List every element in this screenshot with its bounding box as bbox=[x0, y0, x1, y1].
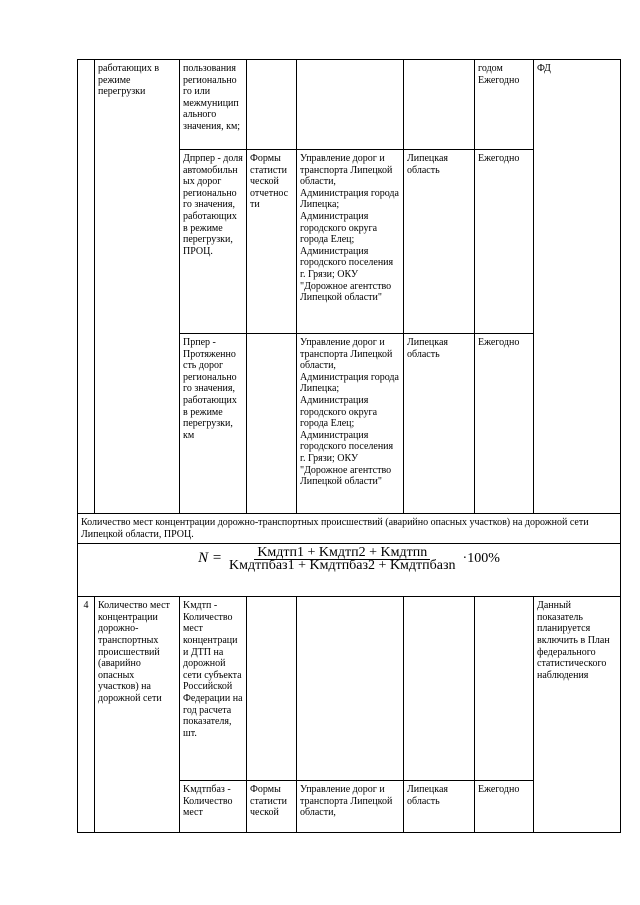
parameter-cell: Дпрпер - доля автомобильн ых дорог регионально го значения, работающих в режиме перегрузки, ПРОЦ. bbox=[180, 150, 247, 334]
territory-cell: Липецкая область bbox=[404, 150, 475, 334]
responsible-cell bbox=[297, 60, 404, 150]
responsible-cell: Управление дорог и транспорта Липецкой области, Администрация города Липецка; Администрация городского округа города Елец; Администрация городского поселения г. Грязи; ОКУ "Дорожное агентство Липецкой области" bbox=[297, 150, 404, 334]
territory-cell bbox=[404, 60, 475, 150]
source-cell: Формы статисти ческой отчетнос ти bbox=[247, 150, 297, 334]
formula-denominator: Kмдтпбаз1 + Kмдтпбаз2 + Kмдтпбазn bbox=[229, 557, 456, 573]
table-row bbox=[78, 514, 621, 544]
formula-rhs: ·100% bbox=[462, 551, 500, 567]
note-cell: ФД bbox=[534, 60, 621, 514]
parameter-cell: Kмдтпбаз - Количество мест bbox=[180, 781, 247, 833]
document-page bbox=[77, 59, 620, 833]
indicators-table bbox=[77, 59, 621, 833]
source-cell bbox=[247, 60, 297, 150]
source-cell bbox=[247, 597, 297, 781]
indicator-cell: Количество мест концентрации дорожно-транспортных происшествий (аварийно опасных участков) на дорожной сети bbox=[95, 597, 180, 833]
source-cell bbox=[247, 334, 297, 514]
periodicity-cell: Ежегодно bbox=[475, 150, 534, 334]
source-cell: Формы статисти ческой bbox=[247, 781, 297, 833]
formula-cell bbox=[78, 544, 621, 597]
territory-cell: Липецкая область bbox=[404, 334, 475, 514]
responsible-cell: Управление дорог и транспорта Липецкой области, Администрация города Липецка; Администрация городского округа города Елец; Администрация городского поселения г. Грязи; ОКУ "Дорожное агентство Липецкой области" bbox=[297, 334, 404, 514]
table-row bbox=[78, 544, 621, 597]
territory-cell: Липецкая область bbox=[404, 781, 475, 833]
indicator-cell: работающих в режиме перегрузки bbox=[95, 60, 180, 514]
formula-numerator: Kмдтп1 + Kмдтп2 + Kмдтпn bbox=[254, 547, 430, 560]
formula bbox=[198, 547, 500, 571]
responsible-cell: Управление дорог и транспорта Липецкой области, bbox=[297, 781, 404, 833]
section-title: Количество мест концентрации дорожно-транспортных происшествий (аварийно опасных участков) на дорожной сети Липецкой области, ПРОЦ. bbox=[78, 514, 621, 544]
parameter-cell: пользования регионально го или межмуницип ального значения, км; bbox=[180, 60, 247, 150]
table-row bbox=[78, 60, 621, 150]
formula-fraction bbox=[226, 547, 459, 571]
periodicity-cell: Ежегодно bbox=[475, 781, 534, 833]
periodicity-cell: годом Ежегодно bbox=[475, 60, 534, 150]
periodicity-cell bbox=[475, 597, 534, 781]
number-cell: 4 bbox=[78, 597, 95, 833]
table-row bbox=[78, 597, 621, 781]
responsible-cell bbox=[297, 597, 404, 781]
parameter-cell: Kмдтп - Количество мест концентраци и ДТП на дорожной сети субъекта Российской Федерации на год расчета показателя, шт. bbox=[180, 597, 247, 781]
note-cell: Данный показатель планируется включить в План федерального статистического наблюдения bbox=[534, 597, 621, 833]
territory-cell bbox=[404, 597, 475, 781]
parameter-cell: Прпер - Протяженно сть дорог регионально го значения, работающих в режиме перегрузки, км bbox=[180, 334, 247, 514]
formula-lhs: N = bbox=[198, 550, 223, 567]
periodicity-cell: Ежегодно bbox=[475, 334, 534, 514]
number-cell bbox=[78, 60, 95, 514]
